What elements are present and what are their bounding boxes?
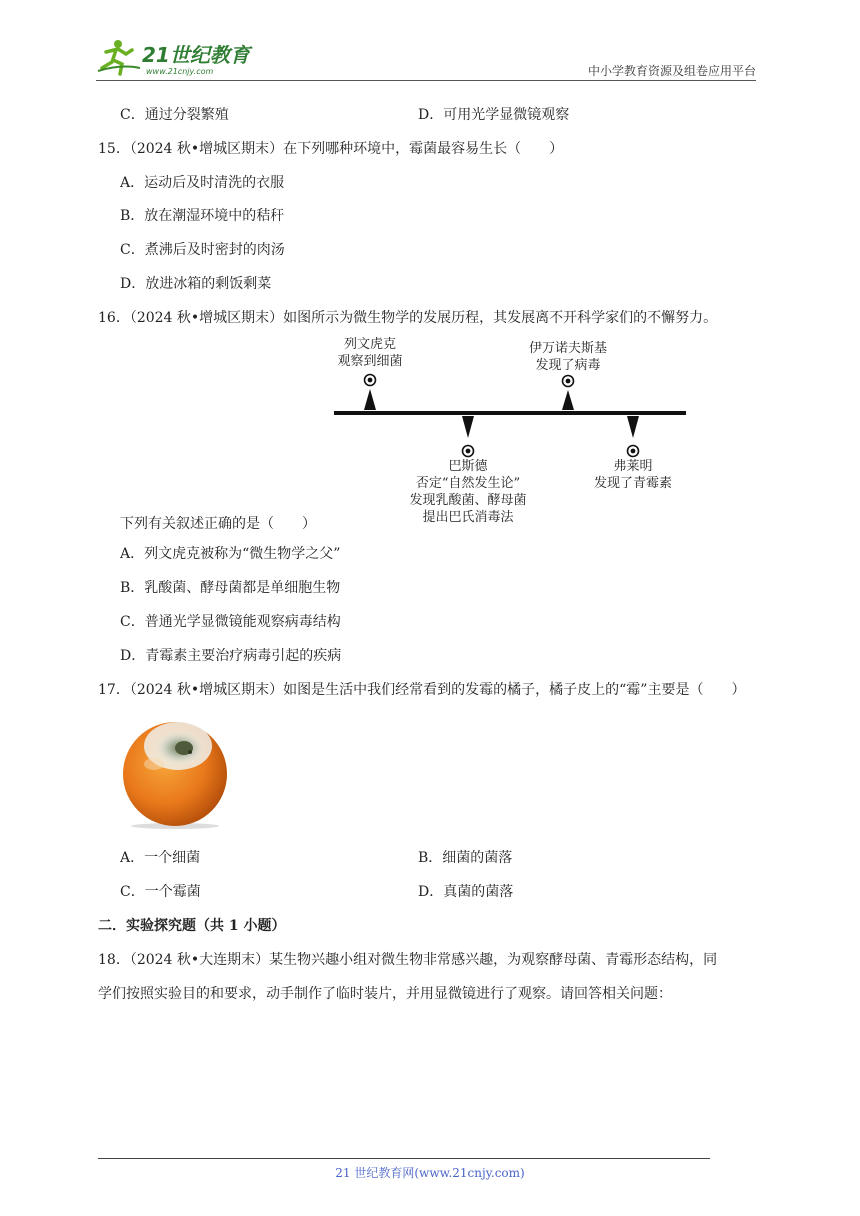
q14-option-d: D．可用光学显微镜观察: [418, 107, 570, 123]
q16-option-b: B．乳酸菌、酵母菌都是单细胞生物: [120, 580, 341, 596]
moldy-orange-image: [120, 718, 230, 830]
q16-option-d: D．青霉素主要治疗病毒引起的疾病: [120, 648, 342, 664]
timeline-event-pasteur: [388, 458, 548, 526]
timeline-label-line: 发现了病毒: [535, 358, 601, 373]
timeline-label-line: 列文虎克: [343, 337, 396, 352]
timeline-label-line: 否定“自然发生论”: [415, 476, 521, 491]
q16-option-a: A．列文虎克被称为“微生物学之父”: [120, 546, 341, 562]
timeline-label-line: 弗莱明: [613, 459, 653, 474]
q17-option-d: D．真菌的菌落: [418, 884, 514, 900]
q16-option-c: C．普通光学显微镜能观察病毒结构: [120, 614, 341, 630]
microbiology-timeline-figure: [320, 336, 700, 536]
timeline-event-ivanovsky: [508, 340, 628, 374]
q17-option-c: C．一个霉菌: [120, 884, 201, 900]
timeline-label-line: 发现乳酸菌、酵母菌: [409, 493, 527, 508]
q17-option-a: A．一个细菌: [120, 850, 201, 866]
q15-option-a: A．运动后及时清洗的衣服: [120, 175, 285, 191]
q17-stem: 17．（2024 秋•增城区期末）如图是生活中我们经常看到的发霉的橘子，橘子皮上的“霉”主要是（ ）: [98, 682, 746, 698]
q15-stem: 15．（2024 秋•增城区期末）在下列哪种环境中，霉菌最容易生长（ ）: [98, 141, 564, 157]
runner-logo-icon: [96, 38, 266, 78]
q15-option-b: B．放在潮湿环境中的秸秆: [120, 208, 285, 224]
timeline-event-fleming: [583, 458, 683, 492]
q18-stem-line1: 18．（2024 秋•大连期末）某生物兴趣小组对微生物非常感兴趣，为观察酵母菌、青霉形态结构，同: [98, 952, 718, 968]
footer-divider: [98, 1158, 710, 1159]
q18-stem-line2: 学们按照实验目的和要求，动手制作了临时装片，并用显微镜进行了观察。请回答相关问题：: [98, 986, 672, 1002]
section-title-experiment: 二．实验探究题（共 1 小题）: [98, 918, 286, 934]
site-logo: [96, 38, 266, 78]
q16-stem: 16．（2024 秋•增城区期末）如图所示为微生物学的发展历程，其发展离不开科学家们的不懈努力。: [98, 310, 718, 326]
timeline-label-line: 提出巴氏消毒法: [422, 510, 514, 525]
moldy-orange-illustration: [120, 718, 230, 830]
svg-text:21世纪教育: 21世纪教育: [142, 43, 250, 67]
timeline-label-line: 发现了青霉素: [593, 476, 672, 491]
timeline-label-line: 巴斯德: [448, 459, 488, 474]
timeline-label-line: 伊万诺夫斯基: [528, 341, 607, 356]
timeline-event-leeuwenhoek: [320, 336, 420, 370]
timeline-label-line: 观察到细菌: [337, 354, 403, 369]
q14-option-c: C．通过分裂繁殖: [120, 107, 229, 123]
q15-option-c: C．煮沸后及时密封的肉汤: [120, 242, 285, 258]
header-platform-text: 中小学教育资源及组卷应用平台: [587, 64, 756, 78]
q16-question: 下列有关叙述正确的是（ ）: [120, 516, 316, 532]
q15-option-d: D．放进冰箱的剩饭剩菜: [120, 276, 272, 292]
footer-site-link[interactable]: 21 世纪教育网(www.21cnjy.com): [335, 1166, 525, 1180]
q17-option-b: B．细菌的菌落: [418, 850, 513, 866]
header-divider: [96, 80, 756, 81]
svg-text:www.21cnjy.com: www.21cnjy.com: [146, 67, 214, 76]
